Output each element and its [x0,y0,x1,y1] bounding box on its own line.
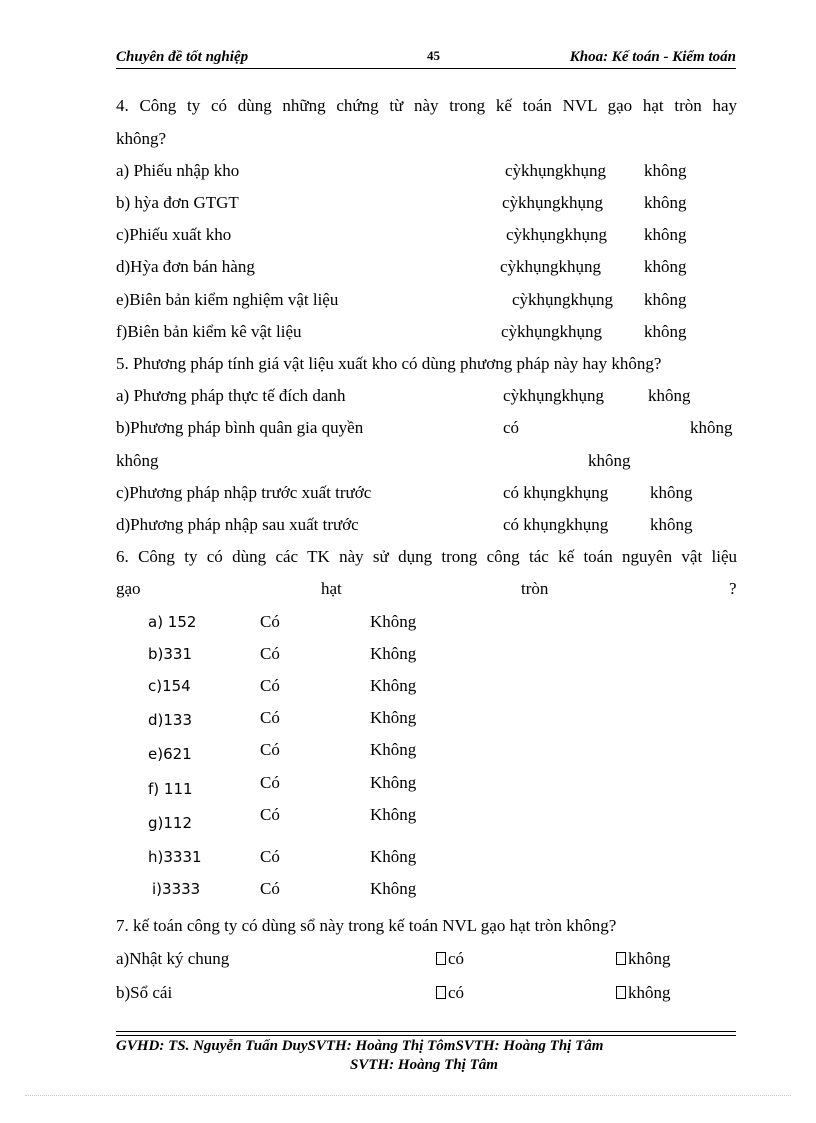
q5-item-label: không [116,451,159,470]
q4-line2: không? [116,129,167,148]
q4-item-yes: cỳkhụngkhụng [505,161,607,180]
q6-line2-word: gạo [116,579,141,598]
q4-item-no: không [644,257,687,276]
q4-item-no: không [644,290,687,309]
q4-item-yes: cỳkhụngkhụng [506,225,608,244]
q7-yes-option[interactable]: có [436,949,464,969]
footer-rule-bottom [116,1035,736,1036]
q6-line1: 6. Công ty có dùng các TK này sử dụng trong công tác kế toán nguyên vật liệu [116,547,737,566]
q5-item-no: không [650,483,693,502]
q6-acct: g)112 [148,814,193,832]
checkbox-icon [436,952,446,965]
q6-yes: Có [260,676,280,695]
q6-no: Không [370,805,417,824]
header-left: Chuyên đề tốt nghiệp [116,49,249,65]
q5-item-no: không [650,515,693,534]
q4-item-yes: cỳkhụngkhụng [502,193,604,212]
q4-item-label: d)Hỳa đơn bán hàng [116,257,255,276]
q6-no: Không [370,708,417,727]
q6-acct: c)154 [148,677,191,695]
q6-yes: Có [260,879,280,898]
q4-item-label: f)Biên bản kiểm kê vật liệu [116,322,302,341]
footer-rule-top [116,1031,736,1032]
q7-item-label: b)Sổ cái [116,983,173,1002]
q6-yes: Có [260,805,280,824]
q6-no: Không [370,612,417,631]
q5-item-no: không [588,451,631,470]
q5-item-yes: có [503,418,520,437]
q6-acct: e)621 [148,745,192,763]
q6-acct: a) 152 [148,613,197,631]
q5-item-yes: cỳkhụngkhụng [503,386,605,405]
q5-item-label: d)Phương pháp nhập sau xuất trước [116,515,359,534]
checkbox-icon [436,986,446,999]
footer-line2: SVTH: Hoàng Thị Tâm [350,1057,498,1073]
q6-no: Không [370,676,417,695]
q6-acct: f) 111 [148,780,193,798]
checkbox-icon [616,952,626,965]
q4-item-label: e)Biên bản kiểm nghiệm vật liệu [116,290,339,309]
page-bottom-edge [25,1095,791,1096]
header-rule [116,68,736,69]
q6-line2-word: ? [729,579,737,598]
q4-item-label: a) Phiếu nhập kho [116,161,240,180]
q6-acct: i)3333 [152,880,201,898]
q4-item-yes: cỳkhụngkhụng [501,322,603,341]
q6-acct: h)3331 [148,848,202,866]
checkbox-icon [616,986,626,999]
q4-item-yes: cỳkhụngkhụng [512,290,614,309]
q6-line2-word: tròn [521,579,549,598]
q6-no: Không [370,773,417,792]
q6-yes: Có [260,773,280,792]
q7-no-option[interactable]: không [616,949,671,969]
q5-item-label: a) Phương pháp thực tế đích danh [116,386,346,405]
q6-no: Không [370,740,417,759]
q6-yes: Có [260,740,280,759]
q6-no: Không [370,644,417,663]
q4-line1: 4. Công ty có dùng những chứng từ này trong kế toán NVL gạo hạt tròn hay [116,96,737,115]
q6-no: Không [370,847,417,866]
q5-item-label: b)Phương pháp bình quân gia quyền [116,418,364,437]
q6-yes: Có [260,644,280,663]
q5-item-no: không [690,418,733,437]
q6-yes: Có [260,612,280,631]
q5-line1: 5. Phương pháp tính giá vật liệu xuất kho có dùng phương pháp này hay không? [116,354,662,373]
q6-yes: Có [260,708,280,727]
page-number: 45 [427,48,440,63]
q6-yes: Có [260,847,280,866]
q7-yes-option[interactable]: có [436,983,464,1003]
q4-item-label: b) hỳa đơn GTGT [116,193,239,212]
q4-item-no: không [644,161,687,180]
q4-item-label: c)Phiếu xuất kho [116,225,232,244]
q4-item-yes: cỳkhụngkhụng [500,257,602,276]
q5-item-no: không [648,386,691,405]
q6-acct: b)331 [148,645,193,663]
q6-no: Không [370,879,417,898]
q7-no-option[interactable]: không [616,983,671,1003]
q6-acct: d)133 [148,711,193,729]
q5-item-label: c)Phương pháp nhập trước xuất trước [116,483,372,502]
footer-line1: GVHD: TS. Nguyễn Tuấn DuySVTH: Hoàng Thị TômSVTH: Hoàng Thị Tâm [116,1038,604,1054]
q6-line2-word: hạt [321,579,342,598]
q5-item-yes: có khụngkhụng [503,483,609,502]
q4-item-no: không [644,322,687,341]
q7-item-label: a)Nhật ký chung [116,949,230,968]
q4-item-no: không [644,193,687,212]
q7-line1: 7. kế toán công ty có dùng sổ này trong kế toán NVL gạo hạt tròn không? [116,916,617,935]
header-right: Khoa: Kế toán - Kiểm toán [569,49,736,65]
q4-item-no: không [644,225,687,244]
q5-item-yes: có khụngkhụng [503,515,609,534]
